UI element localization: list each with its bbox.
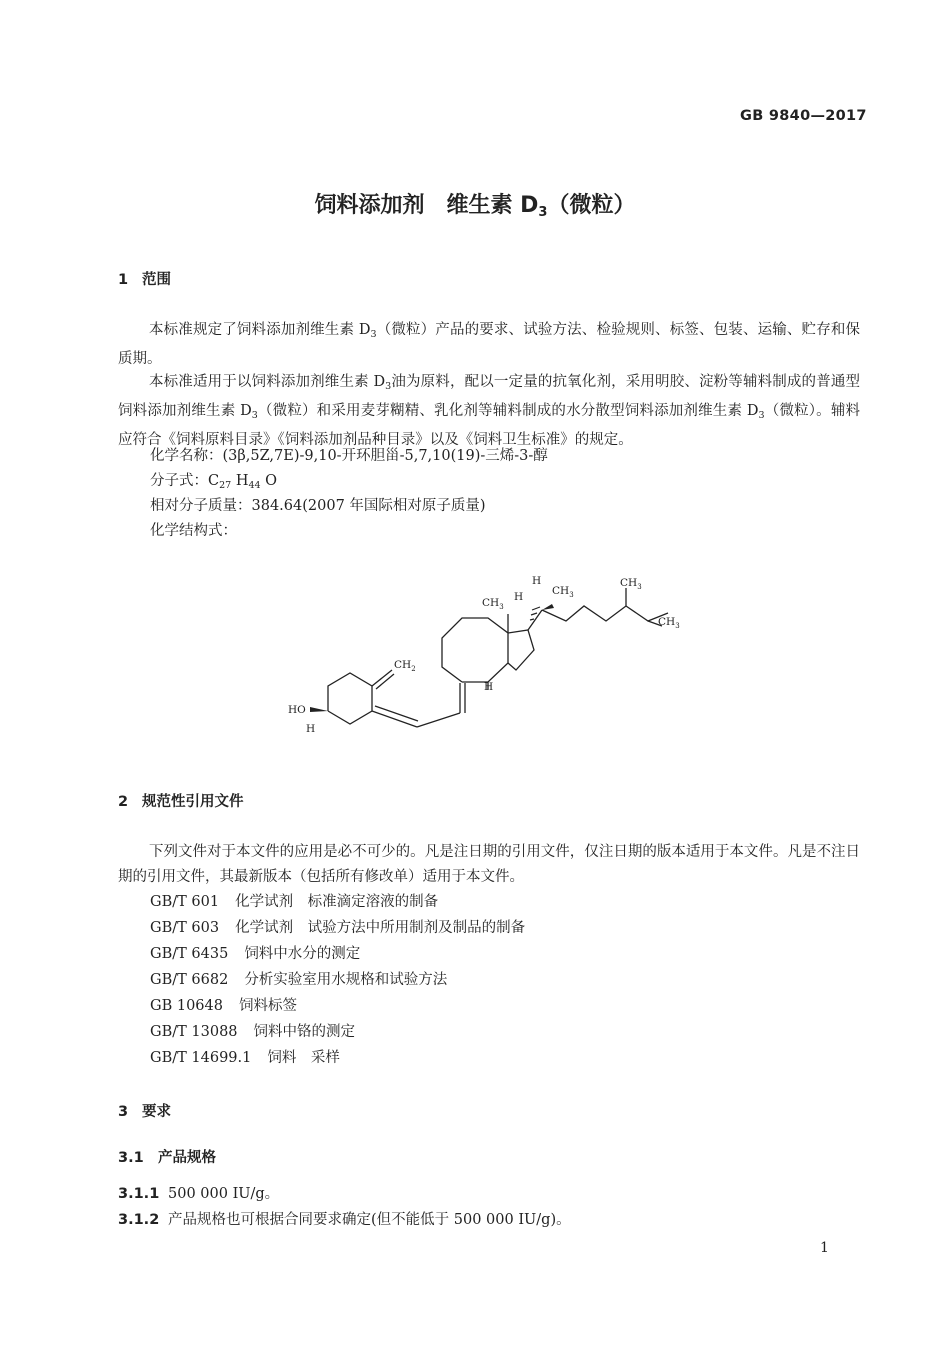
subsection-number: 3.1 bbox=[118, 1150, 144, 1166]
reference-title: 化学试剂 标准滴定溶液的制备 bbox=[235, 894, 439, 910]
element-c: C bbox=[208, 473, 220, 489]
subsection-3-1-heading bbox=[118, 1146, 216, 1167]
reference-item bbox=[150, 1020, 355, 1045]
section-number: 1 bbox=[118, 272, 129, 288]
structure-label: 化学结构式： bbox=[150, 523, 237, 539]
reference-title: 饲料标签 bbox=[238, 998, 297, 1014]
clause-3-1-2 bbox=[118, 1208, 571, 1233]
label-ho: HO bbox=[288, 704, 306, 716]
clause-text: 500 000 IU/g。 bbox=[168, 1186, 280, 1202]
chemical-structure-diagram bbox=[280, 570, 700, 745]
label-ch3-top: $CH_3$ bbox=[620, 577, 642, 591]
document-number: GB 9840—2017 bbox=[740, 108, 867, 124]
subscript: 3 bbox=[251, 410, 258, 421]
reference-item bbox=[150, 942, 360, 967]
clause-number: 3.1.1 bbox=[118, 1186, 160, 1202]
section-title: 规范性引用文件 bbox=[142, 794, 244, 810]
clause-number: 3.1.2 bbox=[118, 1212, 160, 1228]
text-run: （微粒）。辅料应符合《饲料原料目录》《饲料添加剂品种目录》以及《饲料卫生标准》的规定。 bbox=[118, 403, 861, 448]
wedge-bond bbox=[542, 604, 554, 610]
clause-3-1-1 bbox=[118, 1182, 279, 1207]
clause-text: 产品规格也可根据合同要求确定(但不能低于 500 000 IU/g)。 bbox=[168, 1212, 571, 1228]
reference-title: 饲料 采样 bbox=[267, 1050, 340, 1066]
subscript: 3 bbox=[385, 381, 392, 392]
section-title: 范围 bbox=[142, 272, 171, 288]
label-h-c17: H bbox=[514, 591, 524, 603]
reference-item bbox=[150, 994, 297, 1019]
chemical-name: 化学名称：(3β,5Z,7E)-9,10-开环胆甾-5,7,10(19)-三烯-3-醇 bbox=[150, 448, 548, 464]
reference-code: GB/T 13088 bbox=[150, 1024, 238, 1040]
reference-title: 饲料中铬的测定 bbox=[253, 1024, 356, 1040]
text-run: （微粒）产品的要求、试验方法、检验规则、标签、包装、运输、贮存和保质期。 bbox=[118, 322, 861, 367]
section-1-heading bbox=[118, 268, 171, 289]
section-2-heading bbox=[118, 790, 244, 811]
reference-title: 化学试剂 试验方法中所用制剂及制品的制备 bbox=[235, 920, 526, 936]
section-number: 3 bbox=[118, 1104, 129, 1120]
reference-code: GB 10648 bbox=[150, 998, 223, 1014]
label-methyl: $CH_3$ bbox=[482, 597, 504, 611]
reference-code: GB/T 6682 bbox=[150, 972, 229, 988]
reference-item bbox=[150, 916, 525, 941]
subscript: 3 bbox=[370, 329, 377, 340]
label-h-top: H bbox=[532, 575, 542, 587]
element-h: H bbox=[235, 473, 249, 489]
subscript: 27 bbox=[219, 480, 232, 491]
scope-paragraph-1 bbox=[118, 318, 860, 372]
reference-item bbox=[150, 968, 447, 993]
title-suffix: （微粒） bbox=[547, 193, 636, 218]
formula-label: 分子式： bbox=[150, 473, 208, 489]
text-run: 本标准规定了饲料添加剂维生素 D bbox=[149, 322, 371, 338]
subscript: 44 bbox=[248, 480, 261, 491]
section-3-heading bbox=[118, 1100, 171, 1121]
label-h-bottom: H bbox=[484, 681, 494, 693]
text-run: 本标准适用于以饲料添加剂维生素 D bbox=[149, 374, 386, 390]
label-ch3-side: $CH_3$ bbox=[552, 585, 574, 599]
title-main: 饲料添加剂 维生素 D bbox=[314, 193, 539, 218]
title-subscript: 3 bbox=[538, 205, 548, 220]
label-h-c3: H bbox=[306, 723, 316, 735]
reference-code: GB/T 603 bbox=[150, 920, 220, 936]
reference-item bbox=[150, 1046, 340, 1071]
section-title: 要求 bbox=[142, 1104, 171, 1120]
hashed-bond bbox=[530, 607, 540, 620]
label-ch2: $CH_2$ bbox=[394, 659, 416, 673]
reference-code: GB/T 6435 bbox=[150, 946, 229, 962]
label-ch3-right: $CH_3$ bbox=[658, 616, 680, 630]
document-title bbox=[0, 188, 950, 220]
reference-item bbox=[150, 890, 438, 915]
subscript: 3 bbox=[758, 410, 765, 421]
references-intro: 下列文件对于本文件的应用是必不可少的。凡是注日期的引用文件，仅注日期的版本适用于本文件。凡是不注日期的引用文件，其最新版本（包括所有修改单）适用于本文件。 bbox=[118, 844, 860, 885]
text-run: （微粒）和采用麦芽糊精、乳化剂等辅料制成的水分散型饲料添加剂维生素 D bbox=[257, 403, 759, 419]
element-o: O bbox=[265, 473, 278, 489]
reference-code: GB/T 14699.1 bbox=[150, 1050, 252, 1066]
reference-code: GB/T 601 bbox=[150, 894, 220, 910]
section-number: 2 bbox=[118, 794, 129, 810]
text-run: 油为原料，配以一定量的抗氧化剂，采用明胶、淀粉等辅料制成的普通型饲料添加剂维生素 D bbox=[118, 374, 860, 419]
scope-paragraph-2 bbox=[118, 370, 860, 453]
reference-title: 分析实验室用水规格和试验方法 bbox=[244, 972, 448, 988]
reference-title: 饲料中水分的测定 bbox=[244, 946, 361, 962]
subsection-title: 产品规格 bbox=[158, 1150, 216, 1166]
page-number: 1 bbox=[820, 1240, 829, 1256]
wedge-bond-oh bbox=[310, 707, 328, 712]
molecular-mass: 相对分子质量：384.64(2007 年国际相对原子质量) bbox=[150, 498, 486, 514]
